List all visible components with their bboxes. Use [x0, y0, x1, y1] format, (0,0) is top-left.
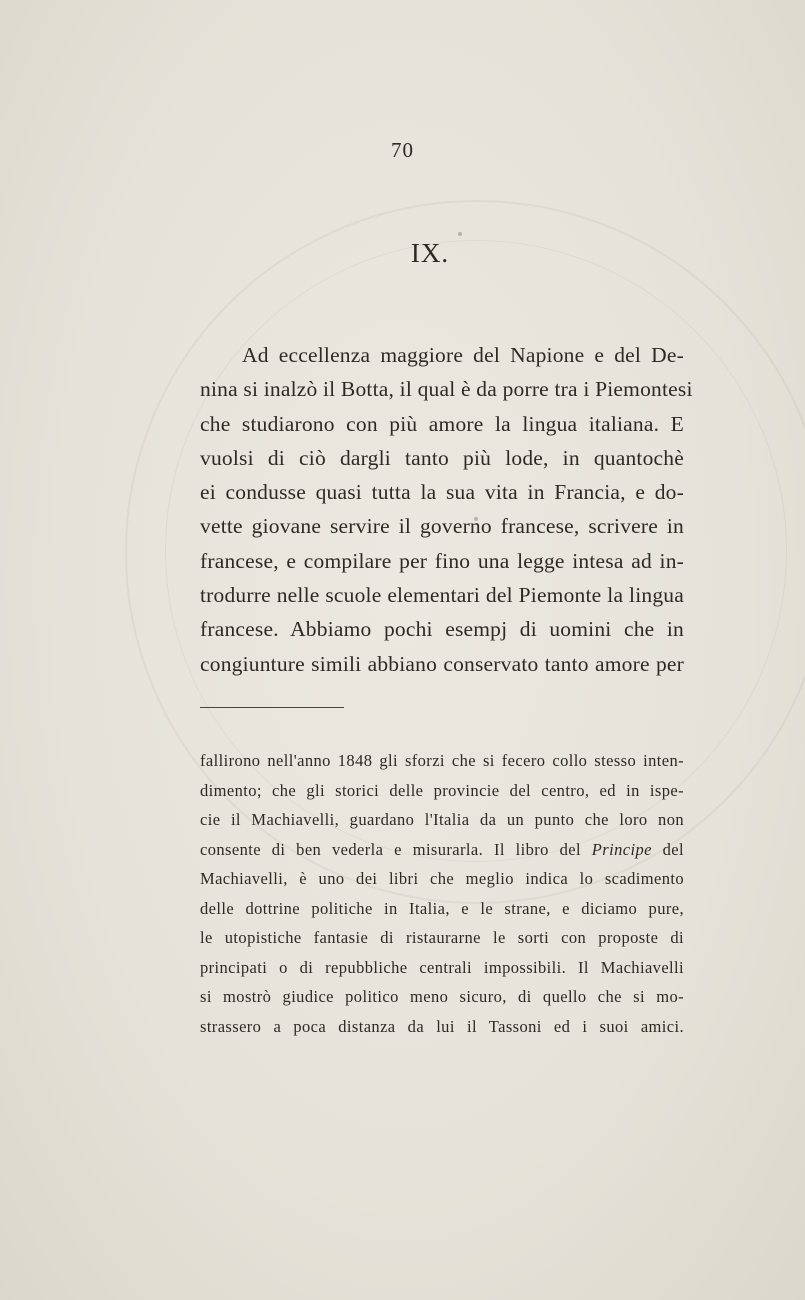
body-line: congiunture simili abbiano conservato tanto amore per	[200, 651, 684, 676]
footnote-line: strassero a poca distanza da lui il Tassoni ed i suoi amici.	[200, 1016, 684, 1036]
footnote-line: principati o di repubbliche centrali impossibili. Il Machiavelli	[200, 957, 684, 977]
footnote-line: le utopistiche fantasie di ristaurarne le sorti con proposte di	[200, 928, 684, 947]
footnote-line: si mostrò giudice politico meno sicuro, di quello che si mo-	[200, 987, 684, 1006]
footnote-line-with-title	[200, 835, 684, 865]
book-title: Principe	[591, 839, 652, 859]
footnote-line: Machiavelli, è uno dei libri che meglio indica lo scadimento	[200, 869, 684, 888]
footnote-line: fallirono nell'anno 1848 gli sforzi che si fecero collo stesso inten-	[200, 751, 684, 770]
footnote	[200, 746, 684, 1041]
page-number: 70	[391, 138, 414, 162]
body-line: Ad eccellenza maggiore del Napione e del De-	[242, 343, 684, 367]
footnote-separator	[200, 707, 344, 708]
body-line: francese. Abbiamo pochi esempj di uomini che in	[200, 617, 684, 642]
footnote-line-tail: del	[662, 839, 684, 859]
footnote-line-text: consente di ben vederla e misurarla. Il libro del	[200, 839, 581, 859]
body-line: che studiarono con più amore la lingua italiana. E	[200, 411, 684, 436]
body-line: trodurre nelle scuole elementari del Piemonte la lingua	[200, 583, 684, 608]
footnote-line: cie il Machiavelli, guardano l'Italia da un punto che loro non	[200, 810, 684, 829]
body-paragraph	[200, 338, 693, 681]
body-line: vette giovane servire il governo francese, scrivere in	[200, 514, 684, 539]
footnote-line: delle dottrine politiche in Italia, e le strane, e diciamo pure,	[200, 898, 684, 918]
footnote-line: dimento; che gli storici delle provincie del centro, ed in ispe-	[200, 780, 684, 800]
body-line: nina si inalzò il Botta, il qual è da porre tra i Piemontesi	[200, 377, 693, 402]
body-line: francese, e compilare per fino una legge intesa ad in-	[200, 548, 684, 573]
scan-speck	[474, 517, 478, 521]
body-line: vuolsi di ciò dargli tanto più lode, in quantochè	[200, 445, 684, 470]
scan-speck	[458, 232, 462, 236]
chapter-heading: IX.	[410, 238, 450, 268]
body-line: ei condusse quasi tutta la sua vita in Francia, e do-	[200, 480, 684, 505]
